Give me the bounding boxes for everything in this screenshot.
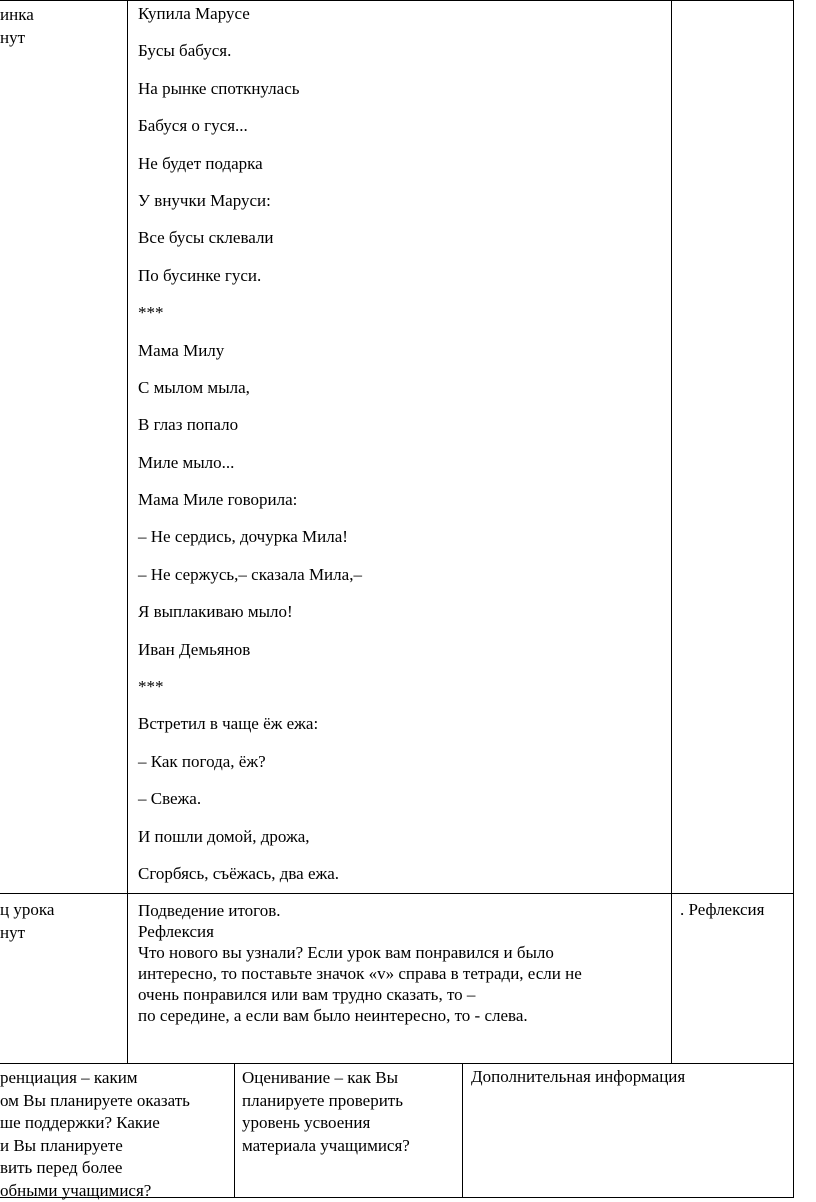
row1-left-line: инка: [0, 4, 34, 27]
poem-line: Купила Марусе: [138, 4, 362, 41]
row1-left-cell: [0, 4, 34, 49]
summary-line: по середине, а если вам было неинтересно, то - слева.: [138, 1005, 582, 1026]
poem-line: – Как погода, ёж?: [138, 752, 362, 789]
poem-line: Все бусы склевали: [138, 228, 362, 265]
row-divider-2: [0, 1063, 793, 1064]
table-right-border: [793, 0, 794, 1198]
poem-line: У внучки Маруси:: [138, 191, 362, 228]
differentiation-line: обными учащимися?: [0, 1180, 190, 1202]
poem-line: В глаз попало: [138, 415, 362, 452]
poem-line: И пошли домой, дрожа,: [138, 827, 362, 864]
row-divider-1: [0, 893, 793, 894]
poem-line: Встретил в чаще ёж ежа:: [138, 714, 362, 751]
poem-text: [138, 4, 362, 901]
assessment-line: материала учащимися?: [242, 1135, 410, 1158]
assessment-line: планируете проверить: [242, 1090, 410, 1113]
assessment-cell: [242, 1067, 410, 1157]
poem-line: – Не сержусь,– сказала Мила,–: [138, 565, 362, 602]
table-top-border: [0, 0, 793, 1]
poem-line: – Свежа.: [138, 789, 362, 826]
column-divider-left: [127, 0, 128, 1063]
poem-line: По бусинке гуси.: [138, 266, 362, 303]
row1-left-line: нут: [0, 27, 34, 50]
poem-line: ***: [138, 303, 362, 340]
poem-line: С мылом мыла,: [138, 378, 362, 415]
differentiation-line: и Вы планируете: [0, 1135, 190, 1158]
poem-line: На рынке споткнулась: [138, 79, 362, 116]
differentiation-line: ом Вы планируете оказать: [0, 1090, 190, 1113]
summary-line: Подведение итогов.: [138, 900, 582, 921]
differentiation-line: ше поддержки? Какие: [0, 1112, 190, 1135]
row2-left-line: нут: [0, 922, 54, 945]
row2-left-line: ц урока: [0, 899, 54, 922]
poem-line: Мама Миле говорила:: [138, 490, 362, 527]
assessment-line: уровень усвоения: [242, 1112, 410, 1135]
bottom-column-divider-1: [234, 1063, 235, 1198]
poem-line: Миле мыло...: [138, 453, 362, 490]
column-divider-right: [671, 0, 672, 1063]
summary-reflection-cell: [138, 900, 582, 1026]
poem-line: Не будет подарка: [138, 154, 362, 191]
row2-left-cell: [0, 899, 54, 944]
reflection-label: . Рефлексия: [680, 900, 764, 920]
summary-line: Что нового вы узнали? Если урок вам понравился и было: [138, 942, 582, 963]
poem-line: ***: [138, 677, 362, 714]
differentiation-line: ренциация – каким: [0, 1067, 190, 1090]
poem-line: Сгорбясь, съёжась, два ежа.: [138, 864, 362, 901]
poem-line: Бабуся о гуся...: [138, 116, 362, 153]
poem-line: Мама Милу: [138, 341, 362, 378]
poem-line: Иван Демьянов: [138, 640, 362, 677]
summary-line: очень понравился или вам трудно сказать, то –: [138, 984, 582, 1005]
summary-line: интересно, то поставьте значок «v» справа в тетради, если не: [138, 963, 582, 984]
poem-line: – Не сердись, дочурка Мила!: [138, 527, 362, 564]
poem-line: Я выплакиваю мыло!: [138, 602, 362, 639]
differentiation-cell: [0, 1067, 190, 1202]
differentiation-line: вить перед более: [0, 1157, 190, 1180]
bottom-column-divider-2: [462, 1063, 463, 1198]
poem-line: Бусы бабуся.: [138, 41, 362, 78]
summary-line: Рефлексия: [138, 921, 582, 942]
assessment-line: Оценивание – как Вы: [242, 1067, 410, 1090]
additional-info-header: Дополнительная информация: [471, 1067, 685, 1087]
